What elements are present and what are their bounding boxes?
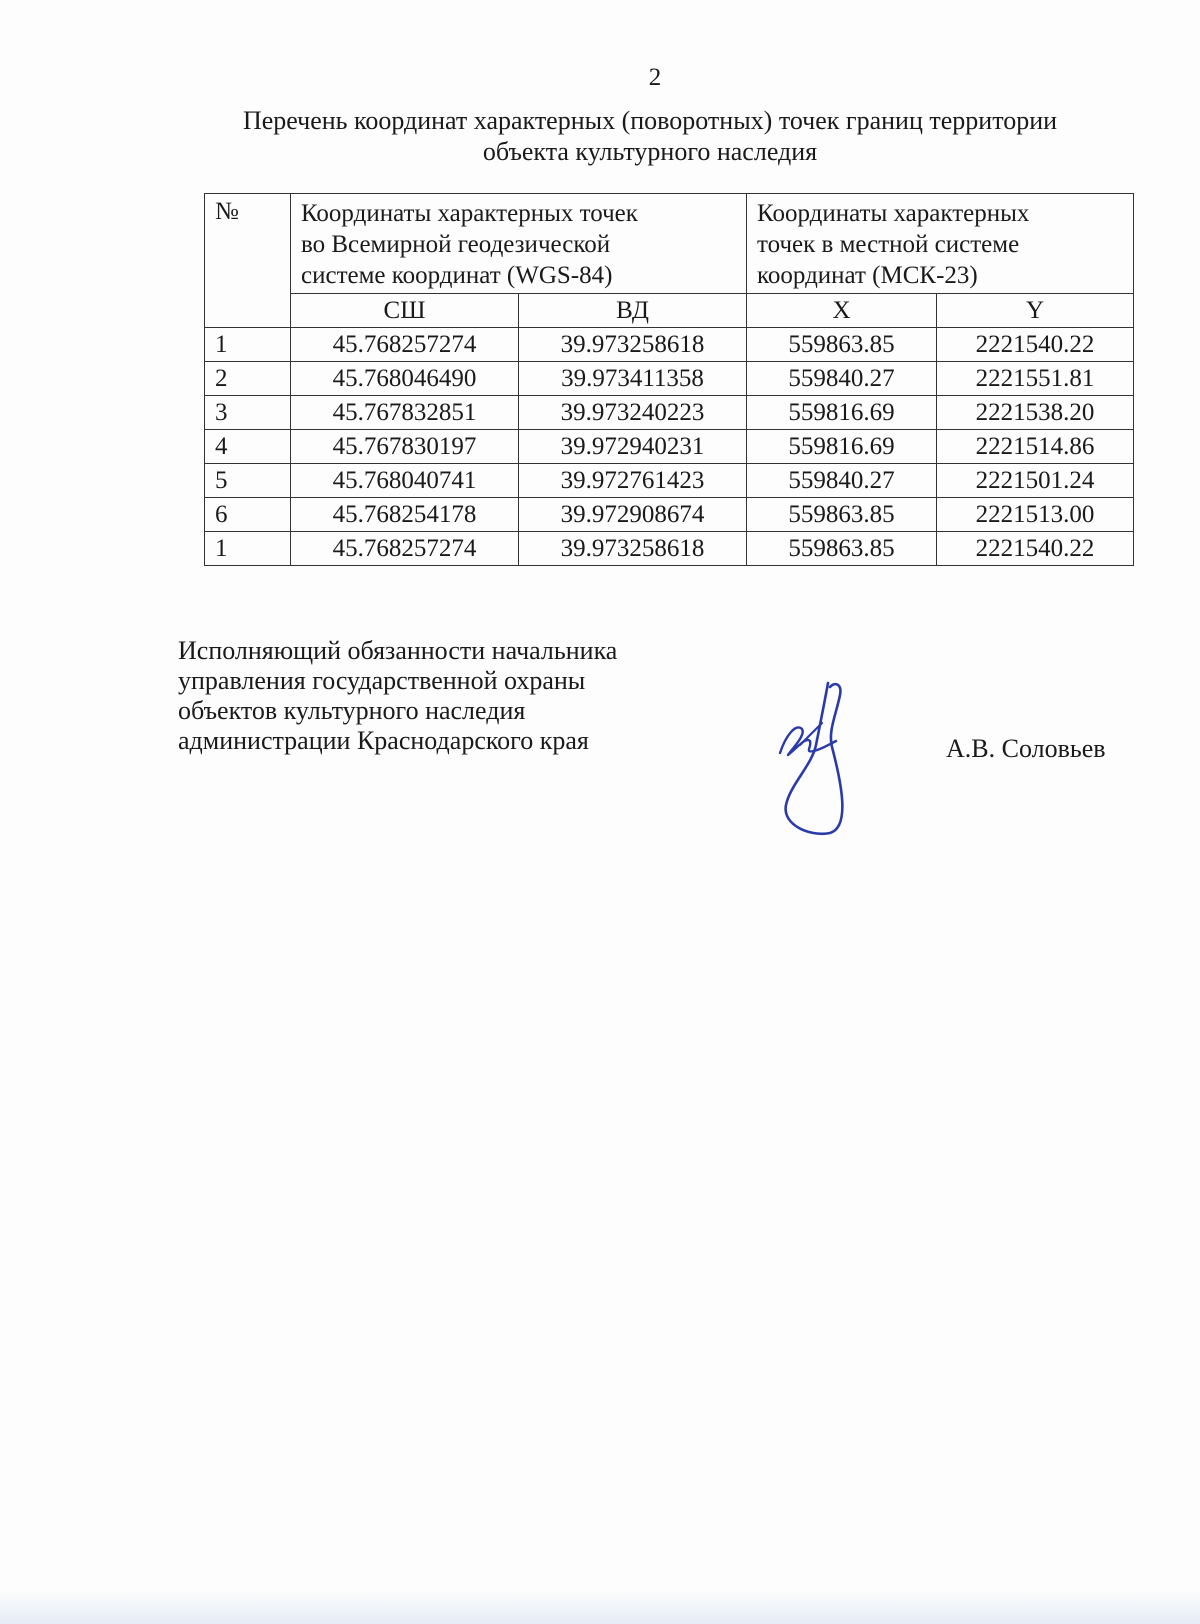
handwritten-signature [770, 675, 880, 845]
cell-x: 559816.69 [747, 430, 937, 464]
cell-longitude: 39.973258618 [519, 328, 747, 362]
cell-longitude: 39.973258618 [519, 532, 747, 566]
header-wgs84-line: системе координат (WGS-84) [301, 262, 613, 289]
header-msk23 [747, 194, 1134, 294]
cell-longitude: 39.972761423 [519, 464, 747, 498]
cell-number: 3 [205, 396, 291, 430]
cell-latitude: 45.768040741 [291, 464, 519, 498]
scan-edge-tint [0, 1590, 1200, 1624]
cell-x: 559816.69 [747, 396, 937, 430]
cell-x: 559840.27 [747, 464, 937, 498]
cell-x: 559863.85 [747, 532, 937, 566]
cell-number: 5 [205, 464, 291, 498]
signatory-position [178, 636, 617, 756]
subheader-x: X [747, 294, 937, 328]
table-row [205, 396, 1134, 430]
table-header-row [205, 194, 1134, 294]
table-subheader-row [205, 294, 1134, 328]
cell-latitude: 45.767830197 [291, 430, 519, 464]
cell-number: 1 [205, 532, 291, 566]
subheader-latitude: СШ [291, 294, 519, 328]
cell-y: 2221540.22 [937, 532, 1134, 566]
table-row [205, 430, 1134, 464]
signatory-position-line: администрации Краснодарского края [178, 726, 589, 755]
cell-number: 6 [205, 498, 291, 532]
cell-y: 2221514.86 [937, 430, 1134, 464]
cell-y: 2221513.00 [937, 498, 1134, 532]
cell-latitude: 45.768257274 [291, 532, 519, 566]
cell-y: 2221551.81 [937, 362, 1134, 396]
document-title-line-1: Перечень координат характерных (поворотных) точек границ территории [242, 106, 1058, 135]
cell-number: 2 [205, 362, 291, 396]
signatory-position-line: Исполняющий обязанности начальника [178, 636, 618, 665]
subheader-longitude: ВД [519, 294, 747, 328]
cell-longitude: 39.973240223 [519, 396, 747, 430]
cell-number: 1 [205, 328, 291, 362]
cell-longitude: 39.972940231 [519, 430, 747, 464]
cell-latitude: 45.768254178 [291, 498, 519, 532]
cell-x: 559840.27 [747, 362, 937, 396]
cell-y: 2221501.24 [937, 464, 1134, 498]
table-row [205, 362, 1134, 396]
subheader-y: Y [937, 294, 1134, 328]
cell-longitude: 39.973411358 [519, 362, 747, 396]
document-title [190, 105, 1110, 167]
signatory-position-line: объектов культурного наследия [178, 696, 526, 725]
header-msk23-line: координат (МСК-23) [757, 262, 978, 289]
document-title-line-2: объекта культурного наследия [482, 137, 818, 166]
table-row [205, 328, 1134, 362]
cell-longitude: 39.972908674 [519, 498, 747, 532]
signatory-position-line: управления государственной охраны [178, 666, 586, 695]
header-wgs84 [291, 194, 747, 294]
signer-name: А.В. Соловьев [946, 734, 1106, 763]
header-number: № [205, 194, 291, 328]
cell-y: 2221540.22 [937, 328, 1134, 362]
cell-x: 559863.85 [747, 328, 937, 362]
cell-latitude: 45.768257274 [291, 328, 519, 362]
table-row [205, 498, 1134, 532]
table-row [205, 532, 1134, 566]
cell-latitude: 45.768046490 [291, 362, 519, 396]
coordinates-table [204, 193, 1134, 566]
header-wgs84-line: Координаты характерных точек [301, 200, 638, 227]
header-wgs84-line: во Всемирной геодезической [301, 231, 611, 258]
cell-x: 559863.85 [747, 498, 937, 532]
cell-latitude: 45.767832851 [291, 396, 519, 430]
cell-y: 2221538.20 [937, 396, 1134, 430]
header-msk23-line: точек в местной системе [757, 231, 1020, 258]
page-number: 2 [648, 64, 662, 91]
header-msk23-line: Координаты характерных [757, 200, 1030, 227]
table-row [205, 464, 1134, 498]
cell-number: 4 [205, 430, 291, 464]
